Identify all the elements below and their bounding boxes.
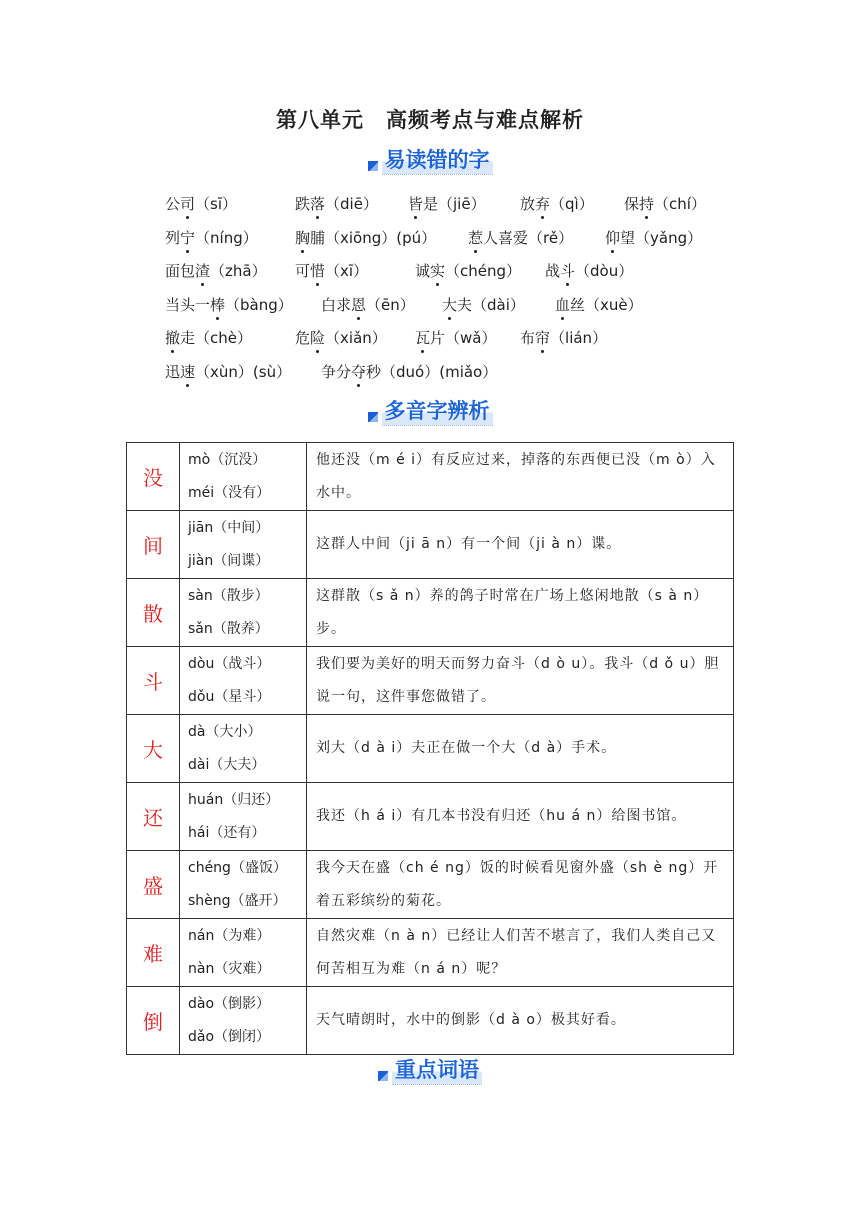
misread-word: 迅速（xùn）(sù） <box>165 360 291 384</box>
emphasis-dot-char: 瓦 <box>415 326 430 350</box>
polyphone-readings: dà（大小） dài（大夫） <box>180 715 307 783</box>
emphasis-dot-char: 险 <box>310 326 325 350</box>
emphasis-dot-char: 皆 <box>408 192 423 216</box>
misread-word-list <box>165 192 785 394</box>
polyphone-readings: huán（归还） hái（还有） <box>180 783 307 851</box>
emphasis-dot-char: 持 <box>639 192 654 216</box>
square-bullet-icon <box>368 412 378 422</box>
polyphone-readings: chéng（盛饭） shèng（盛开） <box>180 851 307 919</box>
misread-word: 白求恩（ēn） <box>321 293 415 317</box>
table-row <box>127 511 734 579</box>
emphasis-dot-char: 宁 <box>180 226 195 250</box>
section-heading-polyphone <box>0 397 860 427</box>
table-row <box>127 783 734 851</box>
emphasis-dot-char: 渣 <box>195 259 210 283</box>
emphasis-dot-char: 斗 <box>560 259 575 283</box>
misread-word: 大夫（dài） <box>442 293 525 317</box>
misread-word: 公司（sī） <box>165 192 237 216</box>
section-label: 重点词语 <box>392 1056 482 1085</box>
square-bullet-icon <box>368 161 378 171</box>
polyphone-readings: sàn（散步） sǎn（散养） <box>180 579 307 647</box>
table-row <box>127 443 734 511</box>
misread-word: 争分夺秒（duó）(miǎo） <box>321 360 497 384</box>
polyphone-example: 我今天在盛（ch é ng）饭的时候看见窗外盛（sh è ng）开着五彩缤纷的菊花。 <box>307 851 734 919</box>
emphasis-dot-char: 撤 <box>165 326 180 350</box>
word-row <box>165 360 785 394</box>
misread-word: 放弃（qì） <box>520 192 594 216</box>
table-row <box>127 579 734 647</box>
emphasis-dot-char: 弃 <box>535 192 550 216</box>
section-heading-misread <box>0 146 860 176</box>
emphasis-dot-char: 落 <box>310 192 325 216</box>
polyphone-char: 大 <box>127 715 180 783</box>
misread-word: 撤走（chè） <box>165 326 252 350</box>
polyphone-example: 我还（h á i）有几本书没有归还（hu á n）给图书馆。 <box>307 783 734 851</box>
misread-word: 当头一棒（bàng） <box>165 293 293 317</box>
misread-word: 可惜（xī） <box>295 259 368 283</box>
word-row <box>165 326 785 360</box>
polyphone-example: 自然灾难（n à n）已经让人们苦不堪言了，我们人类自己又何苦相互为难（n á n）呢？ <box>307 919 734 987</box>
polyphone-char: 盛 <box>127 851 180 919</box>
section-label: 多音字辨析 <box>382 397 493 426</box>
polyphone-readings: dào（倒影） dǎo（倒闭） <box>180 987 307 1055</box>
misread-word: 战斗（dòu） <box>545 259 633 283</box>
misread-word: 血丝（xuè） <box>555 293 643 317</box>
polyphone-example: 天气晴朗时，水中的倒影（d à o）极其好看。 <box>307 987 734 1055</box>
emphasis-dot-char: 实 <box>430 259 445 283</box>
emphasis-dot-char: 恩 <box>351 293 366 317</box>
misread-word: 布帘（lián） <box>520 326 607 350</box>
emphasis-dot-char: 大 <box>442 293 457 317</box>
table-row <box>127 987 734 1055</box>
table-row <box>127 647 734 715</box>
emphasis-dot-char: 惜 <box>310 259 325 283</box>
section-label: 易读错的字 <box>382 146 493 175</box>
emphasis-dot-char: 胸 <box>295 226 310 250</box>
misread-word: 惹人喜爱（rě） <box>468 226 573 250</box>
misread-word: 诚实（chéng） <box>415 259 521 283</box>
word-row <box>165 192 785 226</box>
polyphone-example: 这群散（s ǎ n）养的鸽子时常在广场上悠闲地散（s à n）步。 <box>307 579 734 647</box>
word-row <box>165 226 785 260</box>
emphasis-dot-char: 血 <box>555 293 570 317</box>
misread-word: 胸脯（xiōng）(pú） <box>295 226 436 250</box>
misread-word: 危险（xiǎn） <box>295 326 387 350</box>
polyphone-example: 我们要为美好的明天而努力奋斗（d ò u）。我斗（d ǒ u）胆说一句，这件事您做错了。 <box>307 647 734 715</box>
polyphone-char: 难 <box>127 919 180 987</box>
emphasis-dot-char: 夺 <box>351 360 366 384</box>
polyphone-table <box>126 442 734 1055</box>
polyphone-char: 间 <box>127 511 180 579</box>
section-heading-keywords <box>0 1056 860 1086</box>
misread-word: 列宁（níng） <box>165 226 258 250</box>
misread-word: 皆是（jiē） <box>408 192 486 216</box>
polyphone-char: 没 <box>127 443 180 511</box>
emphasis-dot-char: 帘 <box>535 326 550 350</box>
misread-word: 跌落（diē） <box>295 192 378 216</box>
table-row <box>127 919 734 987</box>
emphasis-dot-char: 仰 <box>605 226 620 250</box>
word-row <box>165 293 785 327</box>
misread-word: 面包渣（zhā） <box>165 259 267 283</box>
word-row <box>165 259 785 293</box>
table-row <box>127 851 734 919</box>
polyphone-char: 散 <box>127 579 180 647</box>
emphasis-dot-char: 棒 <box>210 293 225 317</box>
polyphone-example: 刘大（d à i）夫正在做一个大（d à）手术。 <box>307 715 734 783</box>
page-title: 第八单元 高频考点与难点解析 <box>276 108 584 132</box>
polyphone-readings: mò（沉没） méi（没有） <box>180 443 307 511</box>
emphasis-dot-char: 司 <box>180 192 195 216</box>
polyphone-char: 斗 <box>127 647 180 715</box>
misread-word: 瓦片（wǎ） <box>415 326 496 350</box>
polyphone-readings: jiān（中间） jiàn（间谍） <box>180 511 307 579</box>
misread-word: 保持（chí） <box>624 192 706 216</box>
polyphone-readings: nán（为难） nàn（灾难） <box>180 919 307 987</box>
emphasis-dot-char: 速 <box>180 360 195 384</box>
polyphone-example: 他还没（m é i）有反应过来，掉落的东西便已没（m ò）入水中。 <box>307 443 734 511</box>
polyphone-char: 还 <box>127 783 180 851</box>
emphasis-dot-char: 惹 <box>468 226 483 250</box>
polyphone-example: 这群人中间（ji ā n）有一个间（ji à n）谍。 <box>307 511 734 579</box>
polyphone-char: 倒 <box>127 987 180 1055</box>
square-bullet-icon <box>378 1071 388 1081</box>
misread-word: 仰望（yǎng） <box>605 226 702 250</box>
table-row <box>127 715 734 783</box>
polyphone-readings: dòu（战斗） dǒu（星斗） <box>180 647 307 715</box>
